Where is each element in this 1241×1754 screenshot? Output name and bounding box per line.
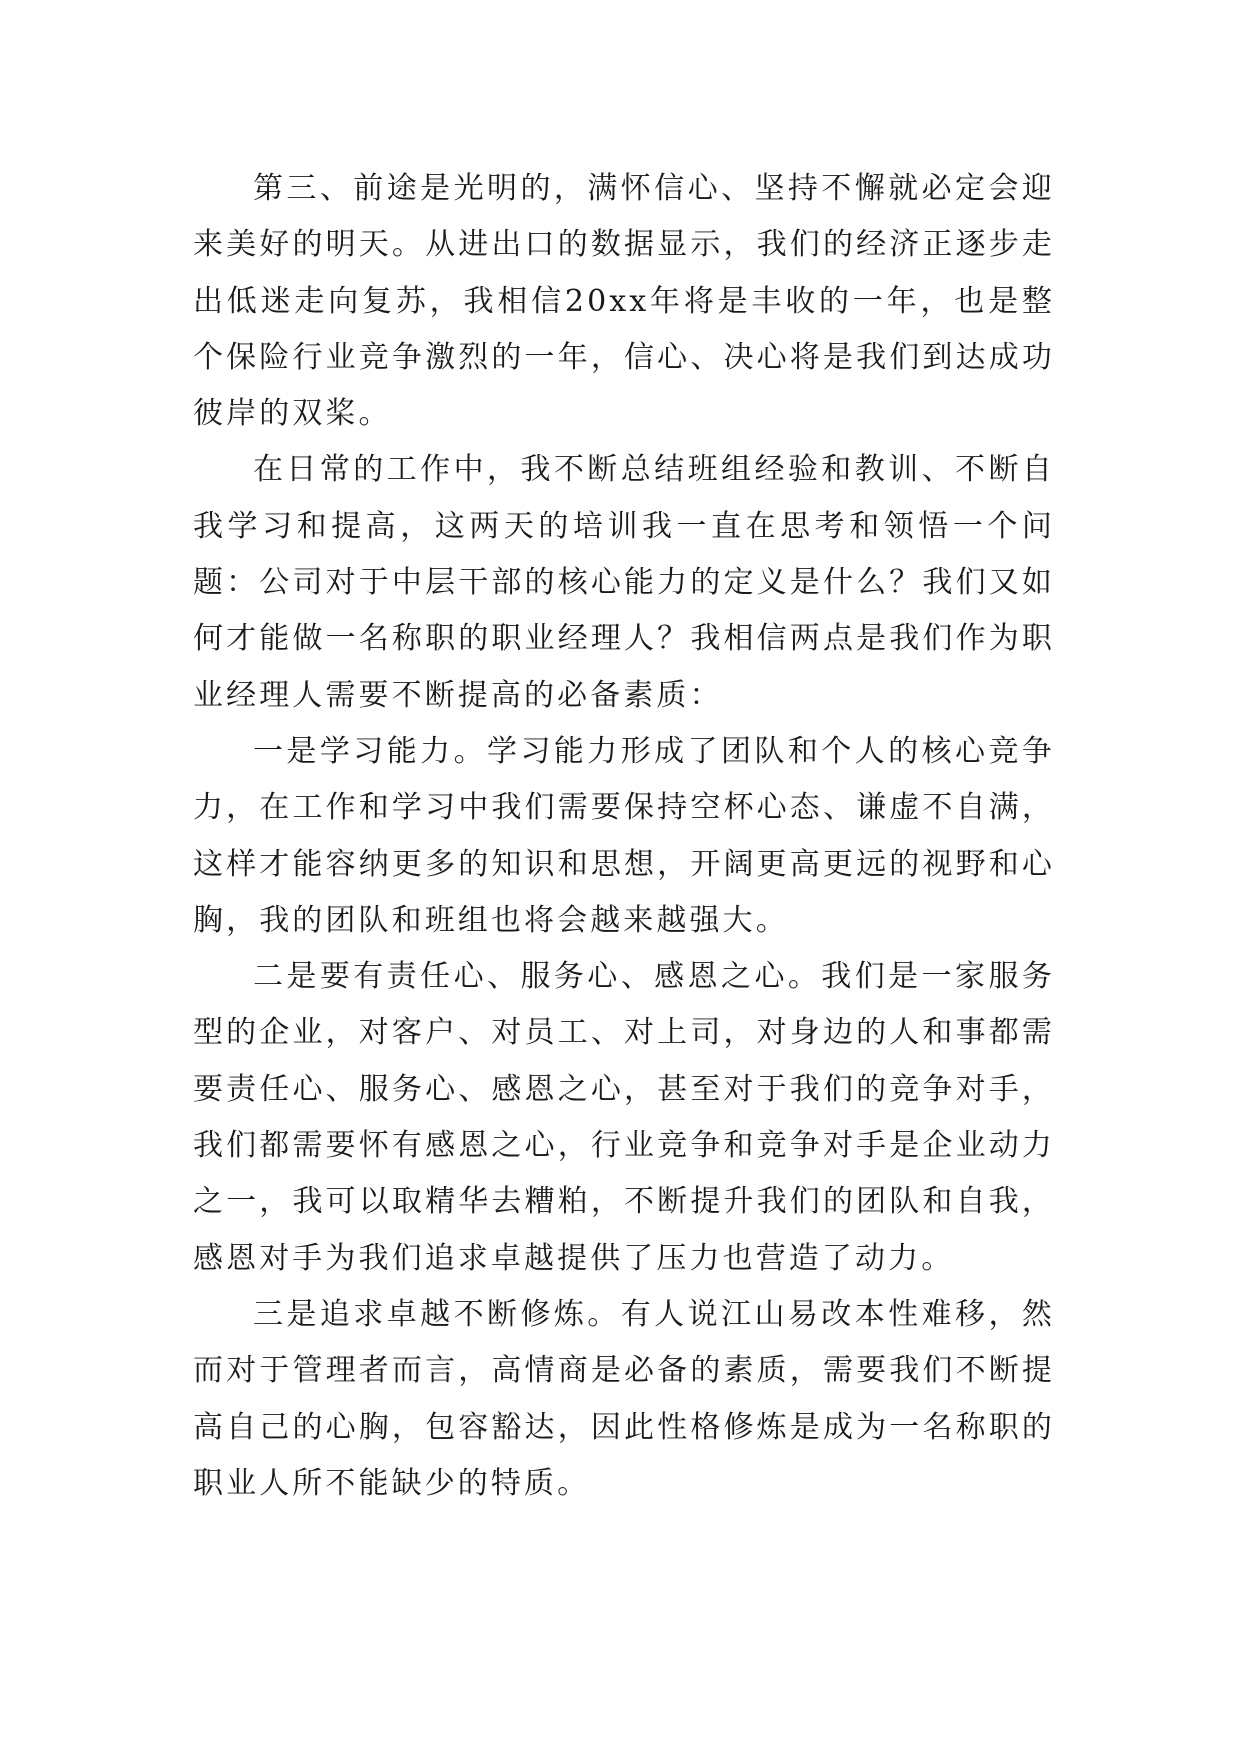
paragraph-prospects: 第三、前途是光明的，满怀信心、坚持不懈就必定会迎来美好的明天。从进出口的数据显示，我们的经济正逐步走出低迷走向复苏，我相信20xx年将是丰收的一年，也是整个保险行业竞争激烈的一年，信心、决心将是我们到达成功彼岸的双桨。 (193, 171, 1055, 432)
paragraph-learning-ability: 一是学习能力。学习能力形成了团队和个人的核心竞争力，在工作和学习中我们需要保持空杯心态、谦虚不自满，这样才能容纳更多的知识和思想，开阔更高更远的视野和心胸，我的团队和班组也将会越来越强大。 (193, 733, 1055, 938)
paragraph-daily-work: 在日常的工作中，我不断总结班组经验和教训、不断自我学习和提高，这两天的培训我一直在思考和领悟一个问题：公司对于中层干部的核心能力的定义是什么？我们又如何才能做一名称职的职业经理人？我相信两点是我们作为职业经理人需要不断提高的必备素质： (193, 452, 1055, 713)
paragraph-responsibility: 二是要有责任心、服务心、感恩之心。我们是一家服务型的企业，对客户、对员工、对上司，对身边的人和事都需要责任心、服务心、感恩之心，甚至对于我们的竞争对手，我们都需要怀有感恩之心，行业竞争和竞争对手是企业动力之一，我可以取精华去糟粕，不断提升我们的团队和自我，感恩对手为我们追求卓越提供了压力也营造了动力。 (193, 959, 1055, 1276)
document-body (193, 161, 1055, 1512)
paragraph-excellence: 三是追求卓越不断修炼。有人说江山易改本性难移，然而对于管理者而言，高情商是必备的素质，需要我们不断提高自己的心胸，包容豁达，因此性格修炼是成为一名称职的职业人所不能缺少的特质。 (193, 1296, 1055, 1501)
